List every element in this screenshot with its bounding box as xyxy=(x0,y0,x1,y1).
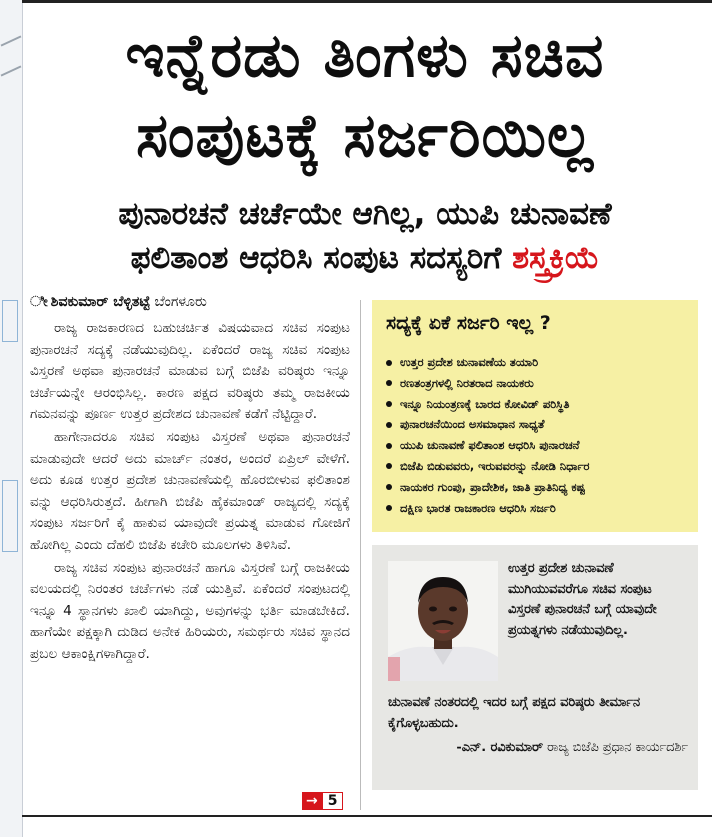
article-paragraph: ಹಾಗೇನಾದರೂ ಸಚಿವ ಸಂಪುಟ ವಿಸ್ತರಣೆ ಅಥವಾ ಪುನಾರಚನೆ ಮಾಡುವುದೇ ಆದರೆ ಅದು ಮಾರ್ಚ್ ನಂತರ, ಅಂದರೆ ಏಪ್ರಿಲ್ ವೇಳೆಗೆ. ಅದು ಕೂಡ ಉತ್ತರ ಪ್ರದೇಶ ಚುನಾವಣೆಯಲ್ಲಿ ಹೊರಬೀಳುವ ಫಲಿತಾಂಶ ವನ್ನು ಆಧರಿಸಿರುತ್ತದೆ. ಹೀಗಾಗಿ ಬಿಜೆಪಿ ಹೈಕಮಾಂಡ್ ರಾಜ್ಯದಲ್ಲಿ ಸದ್ಯಕ್ಕೆ ಸಂಪುಟ ಸರ್ಜರಿಗೆ ಕೈ ಹಾಕುವ ಯಾವುದೇ ಪ್ರಯತ್ನ ಮಾಡುವ ಗೋಜಿಗೆ ಹೋಗಿಲ್ಲ ಎಂದು ದೆಹಲಿ ಬಿಜೆಪಿ ಕಚೇರಿ ಮೂಲಗಳು ತಿಳಿಸಿವೆ. xyxy=(30,428,350,553)
list-item xyxy=(386,498,692,519)
list-item-text: ಪುನಾರಚನೆಯಿಂದ ಅಸಮಾಧಾನ ಸಾಧ್ಯತೆ xyxy=(400,417,545,432)
list-item xyxy=(386,373,692,394)
quote-text-tail: ಚುನಾವಣೆ ನಂತರದಲ್ಲಿ ಇದರ ಬಗ್ಗೆ ಪಕ್ಷದ ವರಿಷ್ಠರು ತೀರ್ಮಾನ ಕೈಗೊಳ್ಳಬಹುದು. xyxy=(388,695,640,731)
byline-place: ಬೆಂಗಳೂರು xyxy=(154,294,207,310)
sidebar-title: ಸದ್ಯಕ್ಕೆ ಏಕೆ ಸರ್ಜರಿ ಇಲ್ಲ ? xyxy=(386,312,551,334)
subheadline-line-2 xyxy=(30,236,700,280)
list-item xyxy=(386,414,692,435)
article-body xyxy=(30,318,350,667)
strip-blue-edge xyxy=(2,300,18,342)
list-item-text: ಯುಪಿ ಚುನಾವಣೆ ಫಲಿತಾಂಶ ಆಧರಿಸಿ ಪುನಾರಚನೆ xyxy=(400,438,580,453)
bottom-rule xyxy=(22,815,712,817)
adjacent-page-strip xyxy=(0,0,23,837)
bullet-icon xyxy=(386,484,392,490)
list-item-text: ಉತ್ತರ ಪ್ರದೇಶ ಚುನಾವಣೆಯ ತಯಾರಿ xyxy=(400,355,539,369)
bullet-icon xyxy=(386,505,392,511)
list-item xyxy=(386,435,692,456)
continued-page-number: 5 xyxy=(322,792,344,810)
article-paragraph: ರಾಜ್ಯ ಸಚಿವ ಸಂಪುಟ ಪುನಾರಚನೆ ಹಾಗೂ ವಿಸ್ತರಣೆ ಬಗ್ಗೆ ರಾಜಕೀಯ ವಲಯದಲ್ಲಿ ನಿರಂತರ ಚರ್ಚೆಗಳು ನಡೆ ಯುತ್ತಿವೆ. ಏಕೆಂದರೆ ಸಂಪುಟದಲ್ಲಿ ಇನ್ನೂ 4 ಸ್ಥಾನಗಳು ಖಾಲಿ ಯಾಗಿದ್ದು, ಅವುಗಳನ್ನು ಭರ್ತಿ ಮಾಡಬೇಕಿದೆ. ಹಾಗೆಯೇ ಪಕ್ಷಕ್ಕಾಗಿ ದುಡಿದ ಅನೇಕ ಹಿರಿಯರು, ಸಮರ್ಥರು ಸಚಿವ ಸ್ಥಾನದ ಪ್ರಬಲ ಆಕಾಂಕ್ಷಿಗಳಾಗಿದ್ದಾರೆ. xyxy=(30,559,350,662)
subheadline-line-1: ಪುನಾರಚನೆ ಚರ್ಚೆಯೇ ಆಗಿಲ್ಲ, ಯುಪಿ ಚುನಾವಣೆ xyxy=(118,196,612,232)
author-icon: ೀ xyxy=(30,294,48,310)
bullet-icon xyxy=(386,422,392,428)
list-item-text: ನಾಯಕರ ಗುಂಪು, ಪ್ರಾದೇಶಿಕ, ಜಾತಿ ಪ್ರಾತಿನಿಧ್ಯ ಕಷ್ಟ xyxy=(400,479,586,494)
list-item-text: ಬಿಜೆಪಿ ಬಿಡುವವರು, ಇರುವವರನ್ನು ನೋಡಿ ನಿರ್ಧಾರ xyxy=(400,458,590,473)
portrait-photo xyxy=(388,561,498,681)
continued-on-page[interactable] xyxy=(302,792,343,810)
bullet-icon xyxy=(386,401,392,407)
bullet-icon xyxy=(386,443,392,449)
list-item-text: ದಕ್ಷಿಣ ಭಾರತ ರಾಜಕಾರಣ ಆಧರಿಸಿ ಸರ್ಜರಿ xyxy=(400,500,556,515)
strip-line xyxy=(1,65,22,76)
byline-author: ಶಿವಕುಮಾರ್ ಬೆಳ್ಳಿತಟ್ಟೆ xyxy=(50,294,151,310)
bullet-icon xyxy=(386,463,392,469)
top-rule xyxy=(22,0,712,3)
list-item xyxy=(386,477,692,498)
quote-box xyxy=(372,545,698,790)
byline xyxy=(30,293,207,311)
list-item xyxy=(386,456,692,477)
portrait-image xyxy=(388,561,498,681)
article-paragraph: ರಾಜ್ಯ ರಾಜಕಾರಣದ ಬಹುಚರ್ಚಿತ ವಿಷಯವಾದ ಸಚಿವ ಸಂಪುಟ ಪುನಾರಚನೆ ಸದ್ಯಕ್ಕೆ ನಡೆಯುವುದಿಲ್ಲ. ಏಕೆಂದರೆ ರಾಜ್ಯ ಸಚಿವ ಸಂಪುಟ ವಿಸ್ತರಣೆ ಅಥವಾ ಪುನಾರಚನೆ ಮಾಡುವ ಬಗ್ಗೆ ಬಿಜೆಪಿ ವರಿಷ್ಠರು ಇನ್ನೂ ಚರ್ಚೆಯನ್ನೇ ಆರಂಭಿಸಿಲ್ಲ. ಕಾರಣ ಪಕ್ಷದ ವರಿಷ್ಠರು ತಮ್ಮ ರಾಜಕೀಯ ಗಮನವನ್ನು ಪೂರ್ಣ ಉತ್ತರ ಪ್ರದೇಶದ ಚುನಾವಣೆ ಕಡೆಗೆ ನೆಟ್ಟಿದ್ದಾರೆ. xyxy=(30,320,350,423)
headline-line-2: ಸಂಪುಟಕ್ಕೆ ಸರ್ಜರಿಯಿಲ್ಲ xyxy=(136,101,594,171)
headline-line-1: ಇನ್ನೆರಡು ತಿಂಗಳು ಸಚಿವ xyxy=(125,21,605,91)
list-item xyxy=(386,352,692,373)
bullet-icon xyxy=(386,380,392,386)
reasons-sidebar xyxy=(372,300,698,532)
bullet-icon xyxy=(386,360,392,366)
subheadline-line-2-text: ಫಲಿತಾಂಶ ಆಧರಿಸಿ ಸಂಪುಟ ಸದಸ್ಯರಿಗೆ xyxy=(130,240,513,276)
list-item-text: ಇನ್ನೂ ನಿಯಂತ್ರಣಕ್ಕೆ ಬಾರದ ಕೋವಿಡ್ ಪರಿಸ್ಥಿತಿ xyxy=(400,396,570,411)
subheadline-highlight: ಶಸ್ತ್ರಕ್ರಿಯೆ xyxy=(512,240,600,276)
list-item-text: ರಣತಂತ್ರಗಳಲ್ಲಿ ನಿರತರಾದ ನಾಯಕರು xyxy=(400,375,534,390)
strip-blue-edge xyxy=(2,480,18,552)
continue-arrow-icon: → xyxy=(302,792,322,810)
quote-text: ಉತ್ತರ ಪ್ರದೇಶ ಚುನಾವಣೆ ಮುಗಿಯುವವರೆಗೂ ಸಚಿವ ಸಂಪುಟ ವಿಸ್ತರಣೆ ಪುನಾರಚನೆ ಬಗ್ಗೆ ಯಾವುದೇ ಪ್ರಯತ್ನಗಳು ನಡೆಯುವುದಿಲ್ಲ. xyxy=(508,561,657,638)
reasons-list xyxy=(386,352,692,518)
strip-line xyxy=(1,35,22,46)
column-divider xyxy=(360,300,361,810)
list-item xyxy=(386,394,692,415)
quote-attribution xyxy=(388,738,688,759)
quote-author-role: ರಾಜ್ಯ ಬಿಜೆಪಿ ಪ್ರಧಾನ ಕಾರ್ಯದರ್ಶಿ xyxy=(542,740,688,755)
quote-author: -ಎನ್. ರವಿಕುಮಾರ್ xyxy=(456,740,543,755)
